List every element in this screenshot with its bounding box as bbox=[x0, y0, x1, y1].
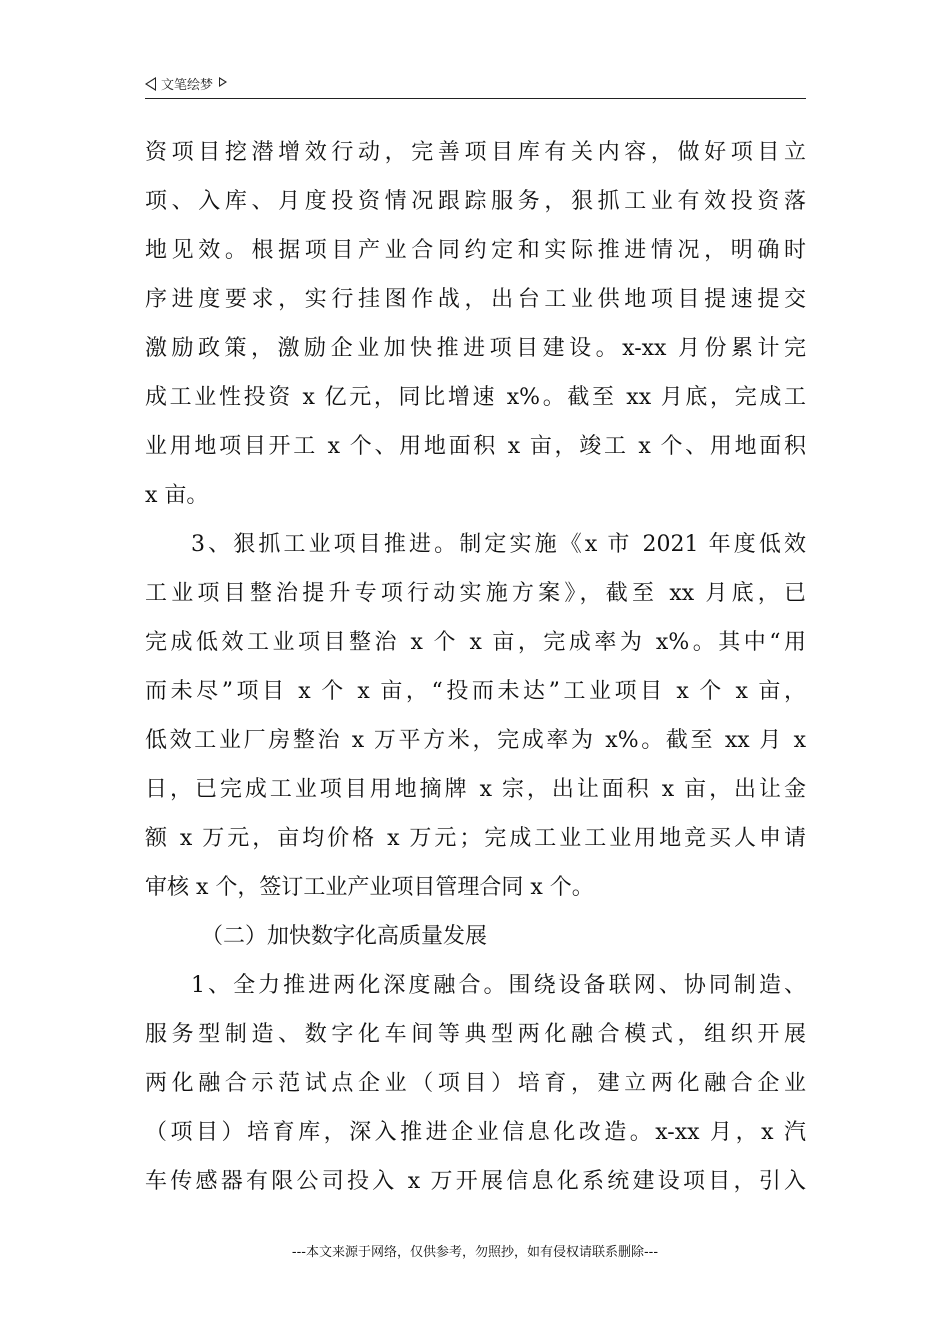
document-body bbox=[145, 128, 806, 1206]
text-line: 地见效。根据项目产业合同约定和实际推进情况，明确时 bbox=[145, 238, 806, 263]
text-line: 激励政策，激励企业加快推进项目建设。x-xx 月份累计完 bbox=[145, 336, 806, 361]
header-brand bbox=[145, 74, 227, 93]
text-line: 工业项目整治提升专项行动实施方案》，截至 xx 月底，已 bbox=[145, 581, 806, 606]
text-line: 车传感器有限公司投入 x 万开展信息化系统建设项目，引入 bbox=[145, 1169, 806, 1194]
text-line: 成工业性投资 x 亿元，同比增速 x%。截至 xx 月底，完成工 bbox=[145, 385, 806, 410]
text-line: 序进度要求，实行挂图作战，出台工业供地项目提速提交 bbox=[145, 287, 806, 312]
paragraph-continuation bbox=[145, 128, 806, 520]
text-line: 1、全力推进两化深度融合。围绕设备联网、协同制造、 bbox=[191, 973, 806, 998]
text-line: （项目）培育库，深入推进企业信息化改造。x-xx 月，x 汽 bbox=[145, 1120, 806, 1145]
text-line: 资项目挖潜增效行动，完善项目库有关内容，做好项目立 bbox=[145, 140, 806, 165]
triangle-right-icon bbox=[219, 77, 227, 87]
text-line: 项、入库、月度投资情况跟踪服务，狠抓工业有效投资落 bbox=[145, 189, 806, 214]
text-line: x 亩。 bbox=[145, 483, 209, 508]
text-line: 3、狠抓工业项目推进。制定实施《x 市 2021 年度低效 bbox=[191, 532, 806, 557]
paragraph-item-1 bbox=[145, 961, 806, 1206]
triangle-left-icon bbox=[145, 77, 156, 91]
brand-name: 文笔绘梦 bbox=[161, 78, 214, 93]
text-line: 审核 x 个，签订工业产业项目管理合同 x 个。 bbox=[145, 875, 594, 900]
page-header bbox=[145, 72, 806, 99]
section-heading bbox=[145, 912, 806, 961]
text-line: 而未尽”项目 x 个 x 亩，“投而未达”工业项目 x 个 x 亩， bbox=[145, 679, 806, 704]
paragraph-item-3 bbox=[145, 520, 806, 912]
section-heading-text: （二）加快数字化高质量发展 bbox=[201, 924, 488, 949]
footer-disclaimer: ---本文来源于网络，仅供参考，勿照抄，如有侵权请联系删除--- bbox=[291, 1245, 659, 1260]
text-line: 日，已完成工业项目用地摘牌 x 宗，出让面积 x 亩，出让金 bbox=[145, 777, 806, 802]
text-line: 额 x 万元，亩均价格 x 万元；完成工业工业用地竞买人申请 bbox=[145, 826, 806, 851]
text-line: 完成低效工业项目整治 x 个 x 亩，完成率为 x%。其中“用 bbox=[145, 630, 806, 655]
text-line: 低效工业厂房整治 x 万平方米，完成率为 x%。截至 xx 月 x bbox=[145, 728, 806, 753]
text-line: 业用地项目开工 x 个、用地面积 x 亩，竣工 x 个、用地面积 bbox=[145, 434, 806, 459]
text-line: 服务型制造、数字化车间等典型两化融合模式，组织开展 bbox=[145, 1022, 806, 1047]
text-line: 两化融合示范试点企业（项目）培育，建立两化融合企业 bbox=[145, 1071, 806, 1096]
